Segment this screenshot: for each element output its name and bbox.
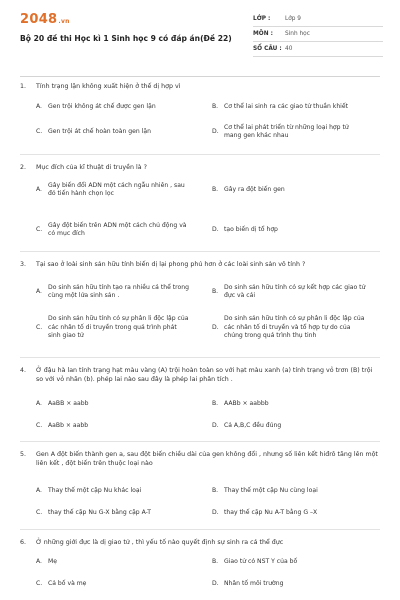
option-b[interactable]: B. Cơ thể lai sinh ra các giao tử thuần khiết	[212, 102, 349, 110]
option-d[interactable]: D. Do sinh sản hữu tính có sự phân li độc lập của các nhân tố di truyền và tổ hợp tự do của chúng trong quá trình thụ tinh	[212, 315, 365, 340]
question-5	[20, 450, 380, 468]
option-d[interactable]: D. Cả A,B,C đều đúng	[212, 421, 282, 429]
meta-key: SỐ CÂU :	[253, 46, 282, 52]
meta-value: 40	[285, 46, 293, 52]
question-number: 6.	[20, 539, 27, 546]
question-4	[20, 366, 380, 384]
question-3	[20, 260, 380, 269]
meta-key: MÔN :	[253, 31, 273, 37]
option-d[interactable]: D. thay thế cặp Nu A-T bằng G –X	[212, 508, 318, 516]
meta-row-class	[253, 12, 383, 27]
header-divider	[20, 76, 380, 77]
option-c[interactable]: C. Cả bố và mẹ	[36, 579, 87, 587]
option-a[interactable]: A. Gây biến đổi ADN một cách ngẫu nhiên , sau đó tiến hành chọn lọc	[36, 181, 185, 197]
option-a[interactable]: A. Gen trội không át chế được gen lặn	[36, 102, 156, 110]
question-text: Ở đậu hà lan tính trạng hạt màu vàng (A) trội hoàn toàn so với hạt màu xanh (a) tính trạng vỏ trơn (B) trội so với vỏ nhăn (b). phép lai nào sau đây là phép lai phân tích .	[36, 367, 373, 383]
question-text: Tại sao ở loài sinh sản hữu tính biến dị lại phong phú hơn ở các loài sinh sản vô tính ?	[36, 261, 306, 268]
option-b[interactable]: B. Giao tử có NST Y của bố	[212, 557, 298, 565]
option-b[interactable]: B. AABb × aabbb	[212, 399, 269, 407]
option-c[interactable]: C. Gây đột biến trên ADN một cách chủ động và có mục đích	[36, 221, 187, 237]
meta-row-count	[253, 42, 383, 57]
option-c[interactable]: C. Gen trội át chế hoàn toàn gen lặn	[36, 127, 151, 135]
question-1	[20, 82, 380, 91]
meta-key: LỚP :	[253, 16, 271, 22]
option-a[interactable]: A. Mẹ	[36, 557, 58, 565]
option-a[interactable]: A. AaBB × aabb	[36, 399, 89, 407]
option-a[interactable]: A. Thay thế một cặp Nu khác loại	[36, 486, 142, 494]
question-number: 5.	[20, 451, 27, 458]
question-number: 1.	[20, 83, 27, 90]
question-number: 2.	[20, 164, 27, 171]
option-c[interactable]: C. AaBb × aabb	[36, 421, 89, 429]
option-c[interactable]: C. Do sinh sản hữu tính có sự phân li độc lập của các nhân tố di truyền trong quá trình phát sinh giao tử	[36, 315, 189, 340]
question-6	[20, 538, 380, 547]
meta-value: Sinh học	[285, 31, 310, 37]
question-text: Tính trạng lặn không xuất hiện ở thế dị hợp vì	[36, 83, 181, 90]
question-divider	[20, 357, 380, 358]
option-d[interactable]: D. Nhân tố môi trường	[212, 579, 284, 587]
document-header	[0, 0, 400, 72]
question-2	[20, 163, 380, 172]
option-d[interactable]: D. Cơ thể lai phát triển từ những loại hợp tử mang gen khác nhau	[212, 123, 349, 139]
question-number: 3.	[20, 261, 27, 268]
question-divider	[20, 251, 380, 252]
site-logo[interactable]: 2048.vn	[20, 12, 70, 27]
question-divider	[20, 441, 380, 442]
document-title: Bộ 20 đề thi Học kì 1 Sinh học 9 có đáp án(Đề 22)	[20, 34, 232, 43]
question-text: Ở những giới đực là dị giao tử , thì yếu tố nào quyết định sự sinh ra cá thể đực	[36, 539, 284, 546]
meta-row-subject	[253, 27, 383, 42]
exam-meta	[253, 12, 383, 57]
option-b[interactable]: B. Do sinh sản hữu tính có sự kết hợp các giao tử đực và cái	[212, 283, 366, 299]
option-d[interactable]: D. tạo biến dị tổ hợp	[212, 225, 278, 233]
question-divider	[20, 154, 380, 155]
question-text: Mục đích của kĩ thuật di truyền là ?	[36, 164, 147, 171]
option-b[interactable]: B. Thay thế một cặp Nu cùng loại	[212, 486, 318, 494]
option-b[interactable]: B. Gây ra đột biến gen	[212, 185, 285, 193]
question-divider	[20, 529, 380, 530]
question-text: Gen A đột biến thành gen a, sau đột biến chiều dài của gen không đổi , nhưng số liên kết hiđrô tăng lên một liên kết , đột biến trên thuộc loại nào	[36, 451, 378, 467]
option-c[interactable]: C. thay thế cặp Nu G-X bằng cặp A-T	[36, 508, 151, 516]
option-a[interactable]: A. Do sinh sản hữu tính tạo ra nhiều cá thể trong cùng một lứa sinh sản .	[36, 283, 189, 299]
question-number: 4.	[20, 367, 27, 374]
meta-value: Lớp 9	[285, 16, 301, 22]
